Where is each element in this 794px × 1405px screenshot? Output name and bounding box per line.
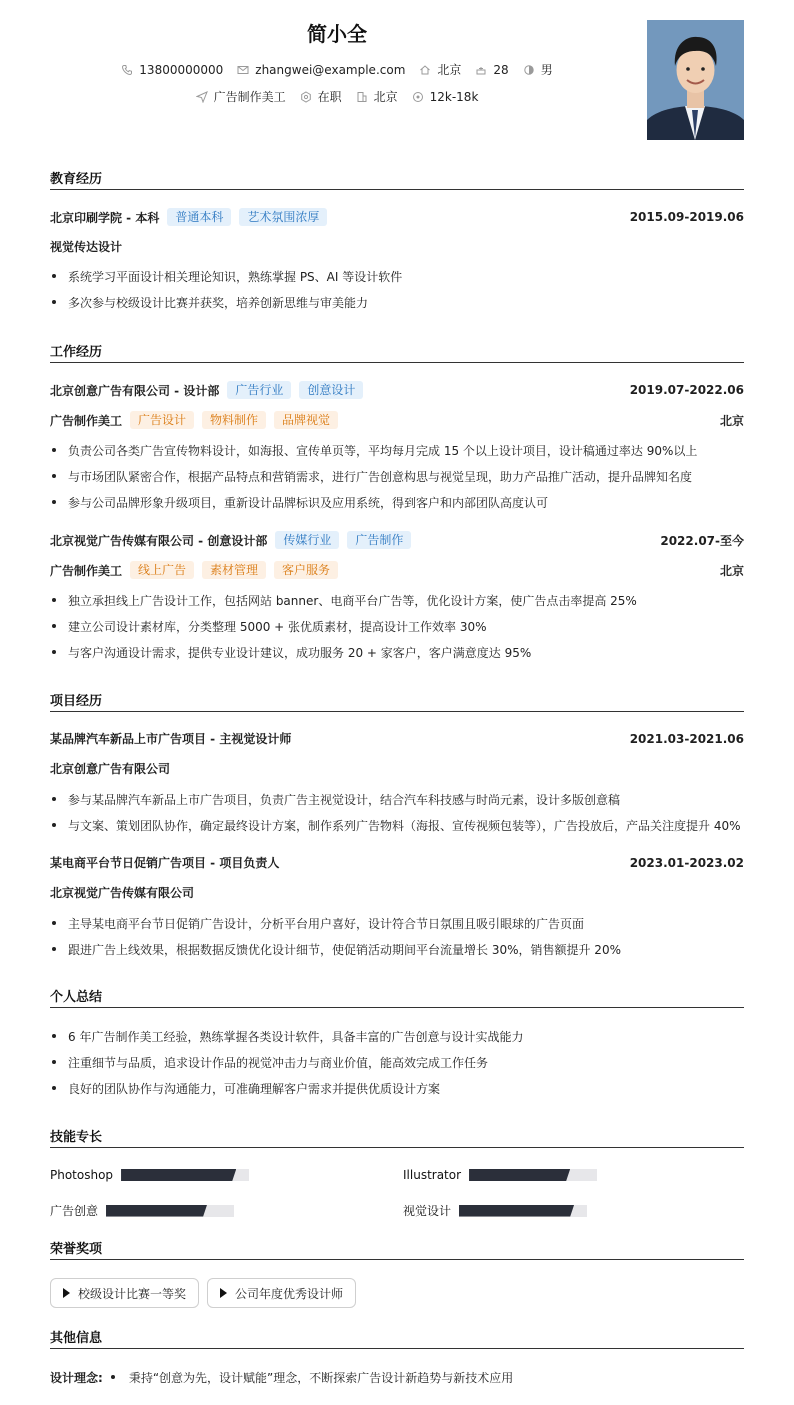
skill-bar-fill — [459, 1205, 574, 1217]
job-date: 2022.07-至今 — [660, 533, 744, 548]
skill-bar-fill — [121, 1169, 236, 1181]
education-school-row — [50, 208, 744, 226]
awards-section — [50, 1240, 744, 1260]
settings-icon — [300, 91, 312, 103]
other-text-item — [109, 1369, 513, 1386]
company-tag: 传媒行业 — [275, 531, 339, 549]
coin-icon — [412, 91, 424, 103]
role-tag: 线上广告 — [130, 561, 194, 579]
phone-icon — [121, 64, 133, 76]
company-name: 北京创意广告有限公司 - 设计部 — [50, 383, 220, 398]
send-icon — [196, 91, 208, 103]
skills-section — [50, 1128, 744, 1148]
skill-name: 广告创意 — [50, 1204, 99, 1218]
cake-icon — [475, 64, 487, 76]
job-date: 2019.07-2022.06 — [629, 383, 744, 397]
summary-bullet: 6 年广告制作美工经验，熟练掌握各类设计软件，具备丰富的广告创意与设计实战能力 — [50, 1028, 744, 1045]
education-date: 2015.09-2019.06 — [629, 210, 744, 224]
work-section — [50, 343, 744, 363]
education-bullet: 系统学习平面设计相关理论知识，熟练掌握 PS、AI 等设计软件 — [50, 268, 744, 285]
job-role-row — [50, 561, 744, 579]
email-address: zhangwei@example.com — [255, 62, 406, 77]
job-title: 广告制作美工 — [213, 90, 286, 104]
job-company-row — [50, 531, 744, 549]
project-bullet: 跟进广告上线效果，根据数据反馈优化设计细节，使促销活动期间平台流量增长 30%，销售额提升 20% — [50, 941, 744, 958]
resume-header — [50, 0, 744, 150]
project-name: 某品牌汽车新品上市广告项目 - 主视觉设计师 — [50, 732, 292, 746]
summary-bullet: 注重细节与品质，追求设计作品的视觉冲击力与商业价值，能高效完成工作任务 — [50, 1054, 744, 1071]
project-bullet: 主导某电商平台节日促销广告设计，分析平台用户喜好，设计符合节日氛围且吸引眼球的广告页面 — [50, 915, 744, 932]
skill-name: 视觉设计 — [403, 1204, 452, 1218]
job-company-row — [50, 381, 744, 399]
role-tag: 素材管理 — [202, 561, 266, 579]
job-role: 广告制作美工 — [50, 563, 123, 578]
skill-illustrator — [403, 1168, 597, 1182]
summary-bullet: 良好的团队协作与沟通能力，可准确理解客户需求并提供优质设计方案 — [50, 1080, 744, 1097]
project-date: 2023.01-2023.02 — [629, 855, 744, 870]
school-tag: 普通本科 — [167, 208, 231, 226]
skills-title: 技能专长 — [50, 1128, 744, 1148]
award-badge — [207, 1278, 356, 1308]
education-title: 教育经历 — [50, 170, 744, 190]
job-bullet: 负责公司各类广告宣传物料设计，如海报、宣传单页等，平均每月完成 15 个以上设计项目，设计稿通过率达 90%以上 — [50, 442, 744, 459]
phone-number: 13800000000 — [139, 62, 224, 77]
project-company: 北京创意广告有限公司 — [50, 762, 171, 776]
role-tag: 广告设计 — [130, 411, 194, 429]
company-tag: 创意设计 — [299, 381, 363, 399]
education-section — [50, 170, 744, 190]
skill-photoshop — [50, 1168, 249, 1182]
work-title: 工作经历 — [50, 343, 744, 363]
skill-ad-creative — [50, 1202, 234, 1219]
projects-section — [50, 692, 744, 712]
company-tag: 广告制作 — [347, 531, 411, 549]
resume-page — [50, 0, 744, 1385]
other-row — [50, 1369, 744, 1386]
job-location: 北京 — [719, 563, 744, 578]
job-row — [50, 88, 624, 105]
bullet-dot — [111, 1375, 115, 1379]
other-section — [50, 1329, 744, 1349]
job-info — [196, 88, 286, 105]
project-bullet: 参与某品牌汽车新品上市广告项目，负责广告主视觉设计，结合汽车科技感与时尚元素，设计多版创意稿 — [50, 791, 744, 808]
project-name-row — [50, 730, 744, 747]
job-location: 北京 — [719, 413, 744, 428]
skill-bar — [469, 1169, 597, 1181]
project-date: 2021.03-2021.06 — [629, 731, 744, 746]
mail-icon — [237, 64, 249, 76]
age: 28 — [493, 62, 509, 77]
skill-bar — [459, 1205, 587, 1217]
school-tag: 艺术氛围浓厚 — [239, 208, 327, 226]
job-status: 在职 — [317, 90, 342, 104]
job-bullet: 与市场团队紧密合作，根据产品特点和营销需求，进行广告创意构思与视觉呈现，助力产品推广活动，提升品牌知名度 — [50, 468, 744, 485]
company-tag: 广告行业 — [227, 381, 291, 399]
target-city-info — [356, 88, 398, 105]
home-icon — [419, 64, 431, 76]
skill-bar — [106, 1205, 234, 1217]
company-name: 北京视觉广告传媒有限公司 - 创意设计部 — [50, 533, 268, 548]
project-company-row — [50, 884, 744, 901]
job-bullet: 参与公司品牌形象升级项目，重新设计品牌标识及应用系统，得到客户和内部团队高度认可 — [50, 494, 744, 511]
summary-section — [50, 988, 744, 1008]
role-tag: 品牌视觉 — [274, 411, 338, 429]
other-text: 秉持“创意为先，设计赋能”理念，不断探索广告设计新趋势与新技术应用 — [128, 1371, 514, 1385]
building-icon — [356, 91, 368, 103]
job-bullet: 独立承担线上广告设计工作，包括网站 banner、电商平台广告等，优化设计方案，使广告点击率提高 25% — [50, 592, 744, 609]
job-bullet: 建立公司设计素材库，分类整理 5000 + 张优质素材，提高设计工作效率 30% — [50, 618, 744, 635]
gender-info — [523, 61, 553, 78]
play-icon — [220, 1288, 227, 1298]
award-label: 公司年度优秀设计师 — [235, 1286, 344, 1301]
candidate-name: 简小全 — [307, 22, 367, 46]
projects-title: 项目经历 — [50, 692, 744, 712]
skill-bar — [121, 1169, 249, 1181]
gender-icon — [523, 64, 535, 76]
phone-info — [121, 63, 223, 77]
job-bullet: 与客户沟通设计需求，提供专业设计建议，成功服务 20 + 家客户，客户满意度达 95% — [50, 644, 744, 661]
education-bullet: 多次参与校级设计比赛并获奖，培养创新思维与审美能力 — [50, 294, 744, 311]
target-city: 北京 — [373, 90, 398, 104]
role-tag: 物料制作 — [202, 411, 266, 429]
major: 视觉传达设计 — [50, 240, 123, 254]
salary-info — [412, 90, 479, 104]
project-bullet: 与文案、策划团队协作，确定最终设计方案，制作系列广告物料（海报、宣传视频包装等），广告投放后，产品关注度提升 40% — [50, 817, 744, 834]
job-role: 广告制作美工 — [50, 413, 123, 428]
age-info — [475, 63, 508, 77]
city-info — [419, 61, 461, 78]
project-name: 某电商平台节日促销广告项目 - 项目负责人 — [50, 856, 280, 870]
project-name-row — [50, 854, 744, 871]
award-badge — [50, 1278, 199, 1308]
skill-name: Photoshop — [50, 1168, 114, 1182]
status-info — [300, 88, 342, 105]
summary-title: 个人总结 — [50, 988, 744, 1008]
skill-visual-design — [403, 1202, 587, 1219]
other-label: 设计理念: — [50, 1371, 103, 1385]
job-role-row — [50, 411, 744, 429]
city: 北京 — [437, 63, 462, 77]
salary: 12k-18k — [429, 89, 479, 104]
skill-bar-fill — [469, 1169, 570, 1181]
school-name: 北京印刷学院 - 本科 — [50, 210, 160, 225]
profile-photo — [647, 20, 744, 140]
skill-bar-fill — [106, 1205, 207, 1217]
awards-title: 荣誉奖项 — [50, 1240, 744, 1260]
project-company-row — [50, 760, 744, 777]
role-tag: 客户服务 — [274, 561, 338, 579]
skill-name: Illustrator — [403, 1168, 462, 1182]
email-info — [237, 63, 405, 77]
education-major-row — [50, 238, 744, 255]
other-title: 其他信息 — [50, 1329, 744, 1349]
project-company: 北京视觉广告传媒有限公司 — [50, 886, 195, 900]
play-icon — [63, 1288, 70, 1298]
contact-row — [50, 61, 624, 78]
award-label: 校级设计比赛一等奖 — [78, 1286, 187, 1301]
gender: 男 — [540, 63, 553, 77]
